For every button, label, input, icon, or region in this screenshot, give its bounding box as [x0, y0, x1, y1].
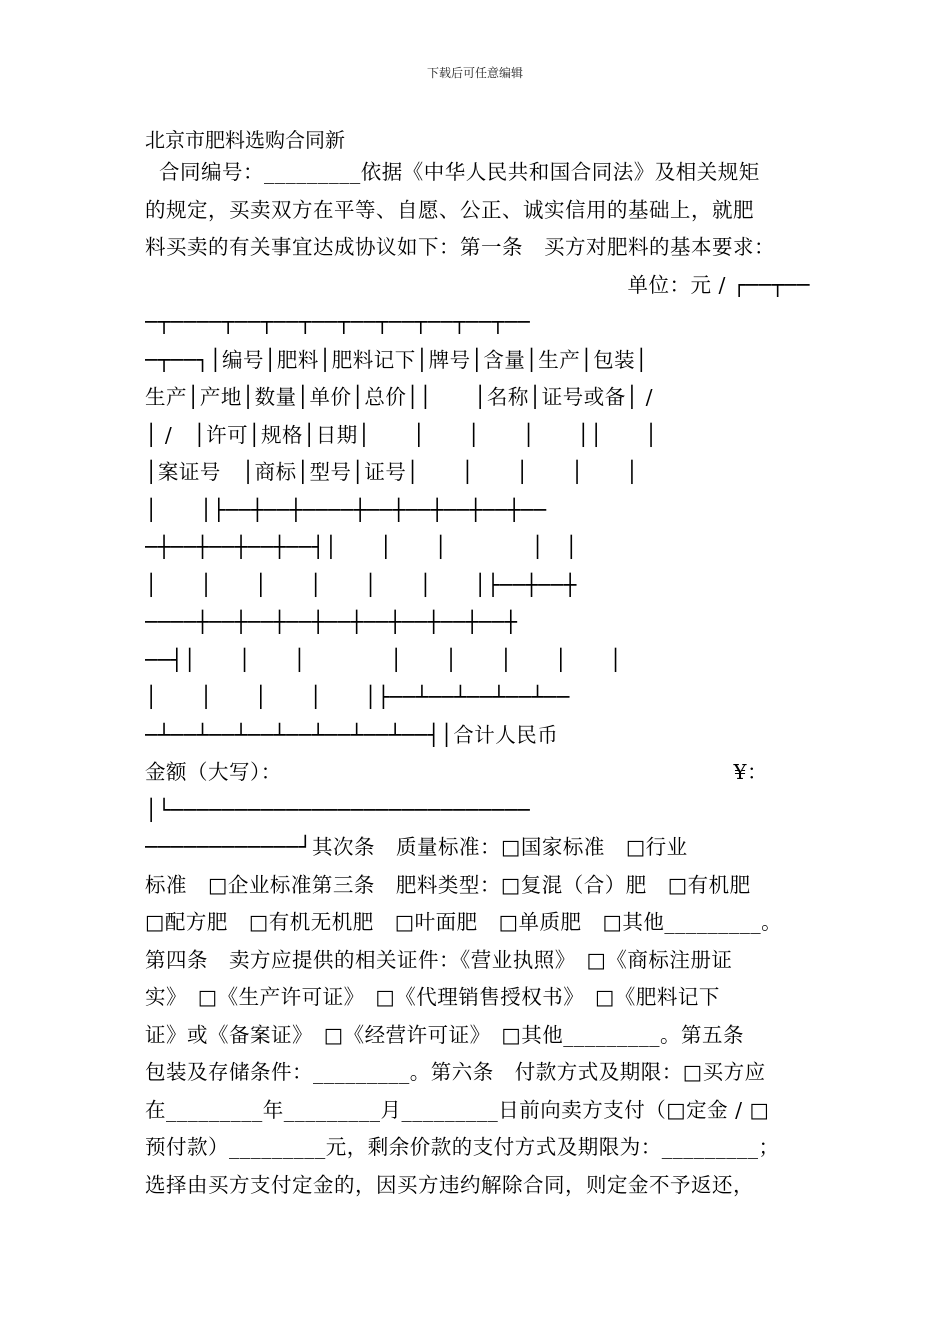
text-line: │ / │许可│规格│日期│ │ │ │ ││ │ — [145, 422, 658, 447]
text-line: ────┼──┼──┼──┼──┼──┼──┼──┼──┼ — [145, 610, 518, 634]
text-line: □配方肥 □有机无机肥 □叶面肥 □单质肥 □其他_________。 — [145, 910, 783, 934]
text-line: ─┬────┬──┬──┬──┬──┬──┬──┬──┬── — [145, 310, 531, 334]
text-line: 标准 □企业标准第三条 肥料类型：□复混（合）肥 □有机肥 — [145, 872, 751, 897]
text-line: 在_________年_________月_________日前向卖方支付（□定金 / □ — [145, 1097, 770, 1122]
text-line: 实》 □《生产许可证》 □《代理销售授权书》 □《肥料记下 — [145, 985, 720, 1009]
document-title: 北京市肥料选购合同新 — [145, 128, 345, 152]
text-line: │ │ │ │ │├──┴──┴──┴──┴── — [145, 685, 570, 709]
text-line: 包装及存储条件：_________。第六条 付款方式及期限：□买方应 — [145, 1060, 766, 1084]
contract-body — [145, 154, 810, 1204]
text-line: ─┼──┼──┼──┼──┤│ │ │ │ │ — [145, 535, 578, 559]
text-line: ────────────┘其次条 质量标准：□国家标准 □行业 — [145, 835, 688, 859]
text-line: │案证号 │商标│型号│证号│ │ │ │ │ — [145, 460, 639, 484]
text-line: 选择由买方支付定金的，因买方违约解除合同，则定金不予返还， — [145, 1172, 754, 1197]
text-line: 合同编号：_________依据《中华人民共和国合同法》及相关规矩 — [145, 160, 760, 184]
text-line: 证》或《备案证》 □《经营许可证》 □其他_________。第五条 — [145, 1022, 744, 1047]
text-line: ─┬──┐│编号│肥料│肥料记下│牌号│含量│生产│包装│ — [145, 347, 648, 372]
text-line: │ │├──┼──┼────┼──┼──┼──┼──┼── — [145, 497, 547, 522]
text-line: 生产│产地│数量│单价│总价││ │名称│证号或备│ / — [145, 385, 654, 409]
text-line: ──┤│ │ │ │ │ │ │ │ — [145, 647, 623, 672]
text-line: ─┴──┴──┴──┴──┴──┴──┴──┤│合计人民币 — [145, 722, 559, 747]
text-line: 的规定，买卖双方在平等、自愿、公正、诚实信用的基础上，就肥 — [145, 197, 754, 222]
text-line: │└──────────────────────────── — [145, 797, 531, 822]
text-line: 第四条 卖方应提供的相关证件：《营业执照》 □《商标注册证 — [145, 947, 733, 972]
text-line: 预付款）_________元，剩余价款的支付方式及期限为：_________； — [145, 1135, 780, 1159]
text-line: 金额（大写）： ¥： — [145, 760, 769, 784]
text-line: │ │ │ │ │ │ │├──┼──┼ — [145, 572, 577, 597]
text-line: 单位：元 / ┌──┬── — [627, 272, 810, 297]
text-line: 料买卖的有关事宜达成协议如下：第一条 买方对肥料的基本要求： — [145, 235, 775, 259]
page-header: 下载后可任意编辑 — [426, 66, 523, 80]
